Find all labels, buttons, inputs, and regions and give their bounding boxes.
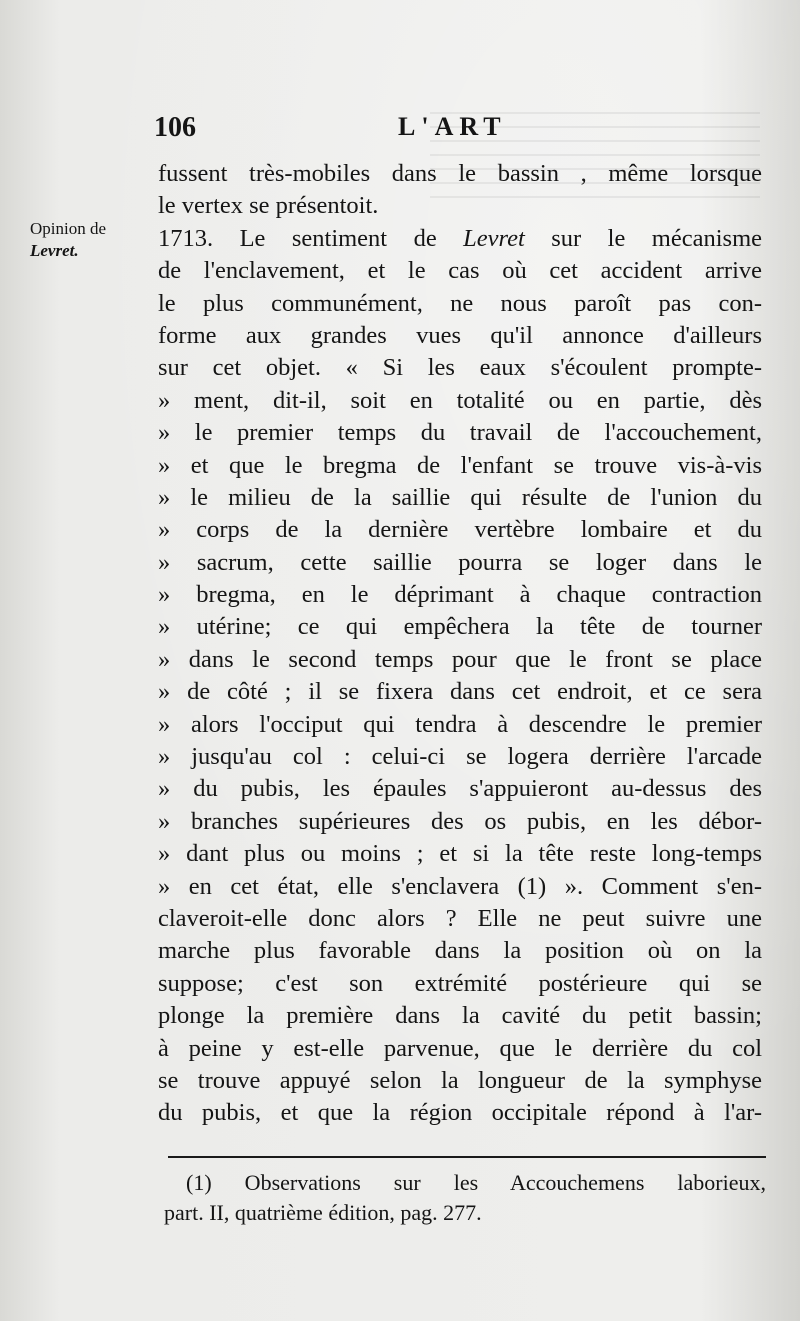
body-line: le vertex se présentoit. [158,192,379,220]
margin-note-line-2: Levret. [30,241,79,260]
body-line: » jusqu'au col : celui-ci se logera derrière l'arcade [158,743,762,771]
body-line: » alors l'occiput qui tendra à descendre le premier [158,710,762,738]
body-line: » dant plus ou moins ; et si la tête reste long-temps [158,840,762,868]
body-line: forme aux grandes vues qu'il annonce d'ailleurs [158,321,762,349]
running-title: L'ART [398,112,507,141]
body-line: » de côté ; il se fixera dans cet endroit, et ce sera [158,678,762,706]
body-line: » corps de la dernière vertèbre lombaire et du [158,516,762,544]
body-line: de l'enclavement, et le cas où cet accident arrive [158,257,762,285]
margin-note [30,218,150,262]
body-line: » le milieu de la saillie qui résulte de l'union du [158,483,762,511]
body-text [158,158,762,1130]
body-line: plonge la première dans la cavité du petit bassin; [158,1002,762,1030]
body-line: » du pubis, les épaules s'appuieront au-dessus des [158,775,762,803]
body-line: » en cet état, elle s'enclavera (1) ». Comment s'en- [158,872,762,900]
body-line: » branches supérieures des os pubis, en les débor- [158,807,762,835]
body-line: » ment, dit-il, soit en totalité ou en partie, dès [158,386,762,414]
body-line: marche plus favorable dans la position où on la [158,937,762,965]
body-line: fussent très-mobiles dans le bassin , même lorsque [158,160,762,187]
body-line: du pubis, et que la région occipitale répond à l'ar- [158,1099,762,1127]
footnote-rule [168,1156,766,1158]
body-line: » bregma, en le déprimant à chaque contraction [158,581,762,609]
page-header [0,112,800,152]
body-line: claveroit-elle donc alors ? Elle ne peut suivre une [158,904,762,932]
body-line: 1713. Le sentiment de Levret sur le mécanisme [158,224,762,252]
footnote-line-1: (1) Observations sur les Accouchemens laborieux, [186,1170,766,1195]
body-line: sur cet objet. « Si les eaux s'écoulent prompte- [158,354,762,382]
footnote [164,1168,766,1228]
body-line: se trouve appuyé selon la longueur de la symphyse [158,1066,762,1094]
body-line: » et que le bregma de l'enfant se trouve vis-à-vis [158,451,762,479]
margin-note-line-1: Opinion de [30,219,107,238]
body-line: suppose; c'est son extrémité postérieure qui se [158,969,762,997]
body-line: » dans le second temps pour que le front se place [158,645,762,673]
page-number: 106 [154,112,196,143]
body-line: » le premier temps du travail de l'accouchement, [158,419,762,447]
body-line: » sacrum, cette saillie pourra se loger dans le [158,548,762,576]
body-line: à peine y est-elle parvenue, que le derrière du col [158,1034,762,1062]
author-name: Levret [463,224,525,252]
body-line: le plus communément, ne nous paroît pas con- [158,289,762,317]
body-line: » utérine; ce qui empêchera la tête de tourner [158,613,762,641]
footnote-line-2: part. II, quatrième édition, pag. 277. [164,1200,482,1225]
